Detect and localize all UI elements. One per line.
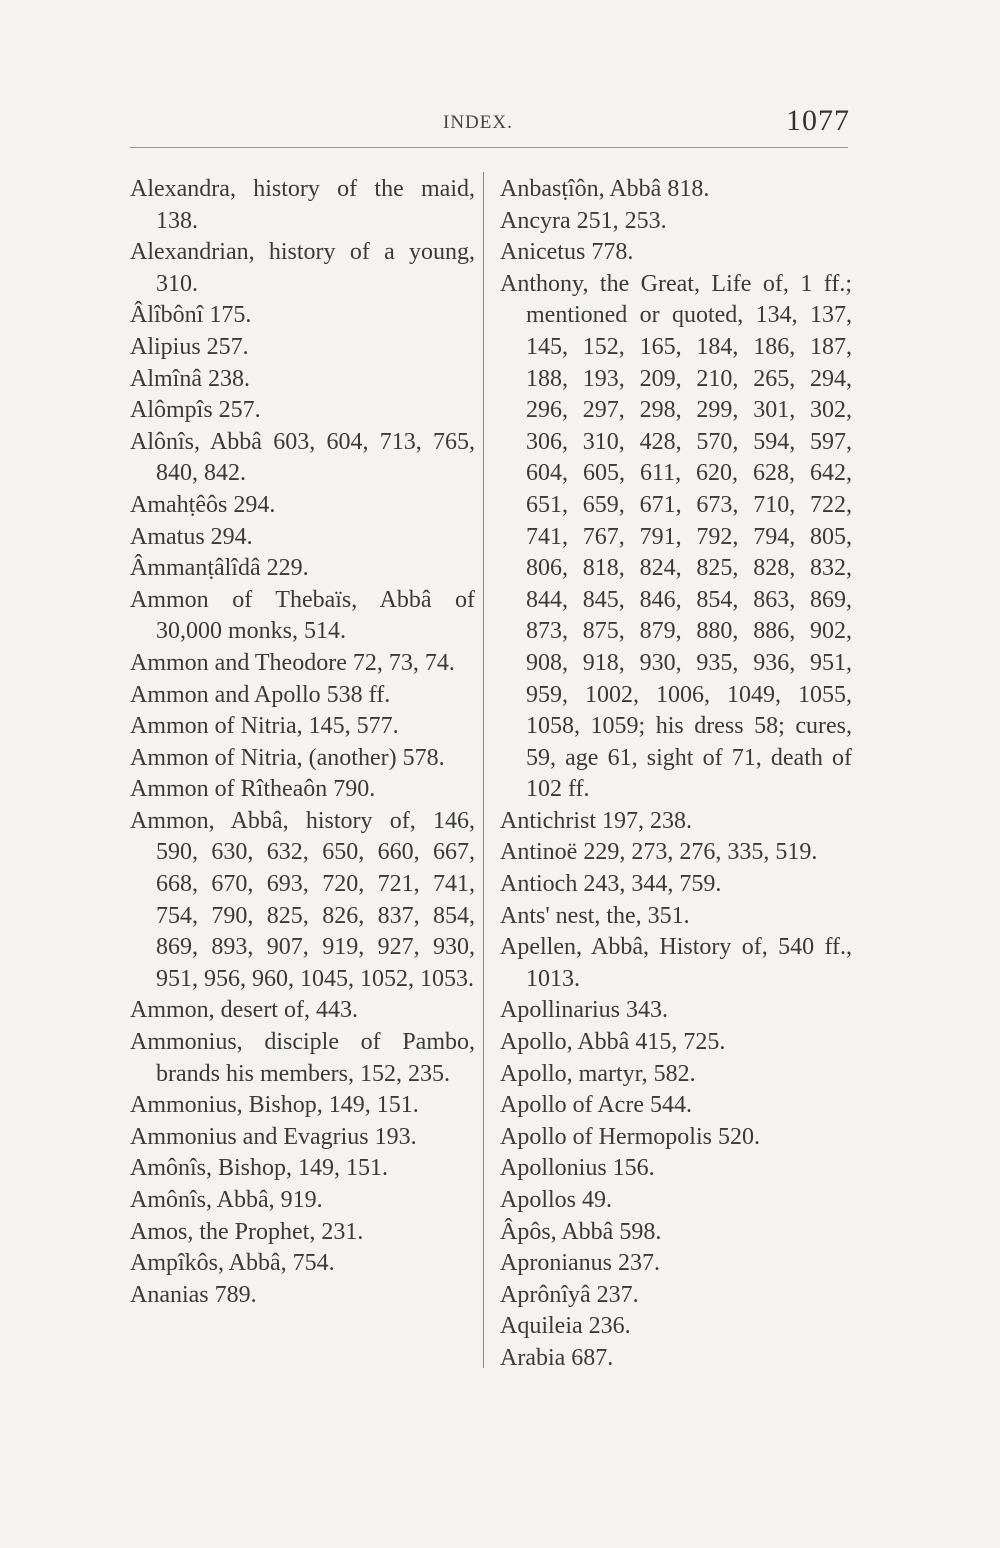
index-entry: Apollinarius 343. (500, 997, 668, 1024)
index-entry: Anbasṭîôn, Abbâ 818. (500, 176, 710, 202)
index-entry: Alexandrian, history of a young, 310. (130, 239, 475, 297)
index-entry: Aprônîyâ 237. (500, 1281, 639, 1308)
index-entry: Âpôs, Abbâ 598. (500, 1218, 662, 1245)
index-entry: Anicetus 778. (500, 239, 634, 266)
index-column-right (500, 174, 852, 1375)
index-entry: Ancyra 251, 253. (500, 207, 667, 234)
index-column-left (130, 174, 475, 1311)
index-entry: Apronianus 237. (500, 1250, 660, 1277)
index-entry: Ammonius and Evagrius 193. (130, 1123, 417, 1150)
page-number: 1077 (786, 104, 850, 137)
index-entry: Ammonius, disciple of Pambo, brands his members, 152, 235. (130, 1029, 475, 1087)
index-entry: Ampîkôs, Abbâ, 754. (130, 1250, 335, 1277)
index-entry: Ammon, desert of, 443. (130, 997, 358, 1024)
index-entry: Ammon and Apollo 538 ff. (130, 681, 391, 708)
index-entry: Antioch 243, 344, 759. (500, 871, 722, 898)
index-entry: Aquileia 236. (500, 1313, 631, 1340)
index-entry: Ants' nest, the, 351. (500, 902, 690, 929)
index-entry: Ammon and Theodore 72, 73, 74. (130, 649, 455, 676)
index-entry: Ammon of Thebaïs, Abbâ of 30,000 monks, 514. (130, 586, 475, 645)
index-entry: Amônîs, Bishop, 149, 151. (130, 1155, 389, 1182)
index-entry: Almînâ 238. (130, 365, 250, 392)
index-entry: Ammon of Nitria, 145, 577. (130, 713, 399, 740)
index-entry: Amos, the Prophet, 231. (130, 1218, 364, 1245)
index-entry: Âlîbônî 175. (130, 302, 252, 329)
index-entry: Alipius 257. (130, 333, 249, 360)
index-entry: Apollos 49. (500, 1187, 613, 1213)
running-head: INDEX. (443, 112, 513, 133)
index-entry: Apollo of Acre 544. (500, 1092, 692, 1119)
index-entry: Anthony, the Great, Life of, 1 ff.; mentioned or quoted, 134, 137, 145, 152, 165, 184, 186, 187, 188, 193, 209, 210, 265, 294, 296, 297, 298, 299, 301, 302, 306, 310, 428, 570, 594, 597, 604, 605, 611, 620, 628, 642, 651, 659, 671, 673, 710, 722, 741, 767, 791, 792, 794, 805, 806, 818, 824, 825, 828, 832, 844, 845, 846, 854, 863, 869, 873, 875, 879, 880, 886, 902, 908, 918, 930, 935, 936, 951, 959, 1002, 1006, 1049, 1055, 1058, 1059; his dress 58; cures, 59, age 61, sight of 71, death of 102 ff. (500, 270, 852, 803)
header-rule (130, 147, 848, 148)
column-divider (483, 172, 484, 1368)
page-header (0, 100, 1000, 150)
index-entry: Antinoë 229, 273, 276, 335, 519. (500, 839, 818, 866)
index-entry: Ananias 789. (130, 1281, 257, 1308)
index-entry: Amônîs, Abbâ, 919. (130, 1187, 323, 1213)
index-entry: Ammonius, Bishop, 149, 151. (130, 1092, 419, 1119)
index-entry: Apollo, Abbâ 415, 725. (500, 1029, 726, 1056)
index-entry: Amahṭêôs 294. (130, 491, 276, 518)
index-entry: Apollonius 156. (500, 1155, 655, 1182)
index-entry: Apollo, martyr, 582. (500, 1060, 696, 1087)
index-entry: Amatus 294. (130, 523, 253, 550)
index-entry: Ammon of Rîtheaôn 790. (130, 776, 376, 803)
index-entry: Apollo of Hermopolis 520. (500, 1123, 760, 1150)
index-entry: Âmmanṭâlîdâ 229. (130, 555, 309, 582)
index-entry: Antichrist 197, 238. (500, 807, 692, 834)
index-entry: Alômpîs 257. (130, 397, 261, 424)
index-entry: Ammon of Nitria, (another) 578. (130, 744, 445, 771)
index-entry: Apellen, Abbâ, History of, 540 ff., 1013. (500, 934, 852, 992)
index-entry: Arabia 687. (500, 1344, 614, 1371)
index-entry: Alônîs, Abbâ 603, 604, 713, 765, 840, 842. (130, 428, 475, 487)
index-entry: Ammon, Abbâ, history of, 146, 590, 630, 632, 650, 660, 667, 668, 670, 693, 720, 721, 741, 754, 790, 825, 826, 837, 854, 869, 893, 907, 919, 927, 930, 951, 956, 960, 1045, 1052, 1053. (130, 807, 475, 992)
index-entry: Alexandra, history of the maid, 138. (130, 176, 475, 234)
